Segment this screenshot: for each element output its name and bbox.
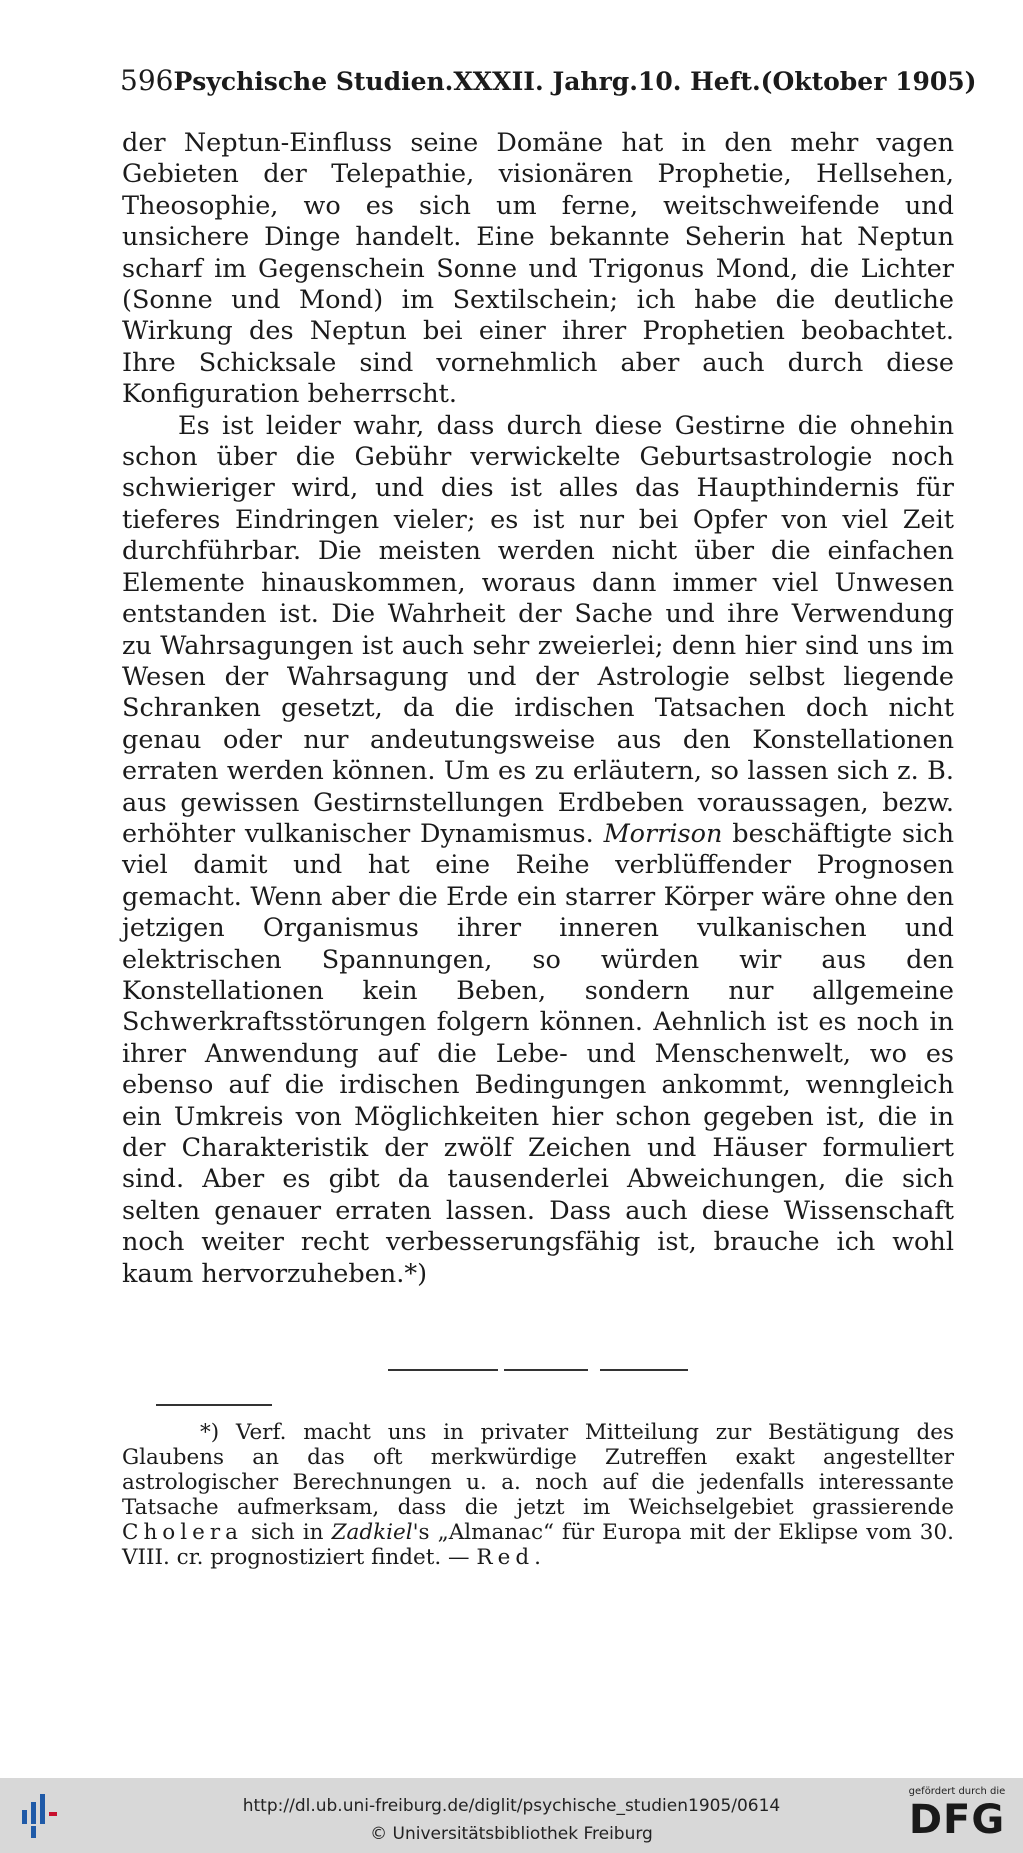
footnote-divider — [156, 1404, 272, 1406]
document-url[interactable]: http://dl.ub.uni-freiburg.de/diglit/psychische_studien1905/0614 — [242, 1796, 781, 1816]
issue-date: (Oktober 1905) — [760, 67, 977, 96]
footnote-part-c: 's „Almanac“ für Europa mit der Eklipse vom 30. VIII. cr. prognostiziert findet. — — [122, 1520, 954, 1570]
footnote-cholera: Cholera — [122, 1520, 243, 1545]
issue-number: 10. Heft. — [637, 67, 761, 96]
footnote — [122, 1420, 954, 1570]
footnote-editor-mark: Red. — [476, 1545, 546, 1570]
running-header — [120, 64, 977, 104]
paragraph-1: der Neptun-Einfluss seine Domäne hat in den mehr vagen Gebieten der Telepathie, visionären Prophetie, Hellsehen, Theosophie, wo es sich um ferne, weitschweifende und unsichere Dinge handelt. Eine bekannte Seherin hat Neptun scharf im Gegenschein Sonne und Trigonus Mond, die Lichter (Sonne und Mond) im Sextilschein; ich habe die deutliche Wirkung des Neptun bei einer ihrer Prophetien beobachtet. Ihre Schicksale sind vornehmlich aber auch durch diese Konfiguration beherrscht. — [122, 128, 954, 410]
copyright-notice: © Universitätsbibliothek Freiburg — [370, 1824, 653, 1844]
footnote-part-b: sich in — [250, 1520, 324, 1545]
section-divider — [388, 1369, 688, 1371]
person-name-morrison: Morrison — [603, 818, 723, 849]
paragraph-2-part-b: beschäftigte sich viel damit und hat eine Reihe verblüffender Prognosen gemacht. Wenn aber die Erde ein starrer Körper wäre ohne den jetzigen Organismus ihrer inneren vulkanischen und elektrischen Spannungen, so würden wir aus den Konstellationen kein Beben, sondern nur allgemeine Schwerkraftsstörungen folgern können. Aehnlich ist es noch in ihrer Anwendung auf die Lebe- und Menschenwelt, wo es ebenso auf die irdischen Bedingungen ankommt, wenngleich ein Umkreis von Möglichkeiten hier schon gegeben ist, die in der Charakteristik der zwölf Zeichen und Häuser formuliert sind. Aber es gibt da tausenderlei Abweichungen, die sich selten genauer erraten lassen. Dass auch diese Wissenschaft noch weiter recht verbesserungsfähig ist, brauche ich wohl kaum hervorzuheben.*) — [122, 818, 954, 1289]
footnote-zadkiel: Zadkiel — [331, 1520, 413, 1545]
funded-by-label: gefördert durch die — [908, 1786, 1006, 1797]
page-number: 596 — [120, 64, 174, 97]
dfg-logo — [905, 1786, 1009, 1848]
dfg-wordmark: DFG — [908, 1797, 1006, 1843]
footnote-part-a: *) Verf. macht uns in privater Mitteilung zur Bestätigung des Glaubens an das oft merkwürdige Zutreffen exakt angestellter astrologischer Berechnungen u. a. noch auf die jedenfalls interessante Tatsache aufmerksam, dass die jetzt im Weichselgebiet grassierende — [122, 1420, 954, 1520]
article-body — [122, 128, 954, 1290]
footnote-text — [122, 1420, 954, 1570]
paragraph-2 — [122, 411, 954, 1290]
journal-title: Psychische Studien. — [173, 67, 454, 96]
paragraph-2-part-a: Es ist leider wahr, dass durch diese Gestirne die ohnehin schon über die Gebühr verwickelte Geburtsastrologie noch schwieriger wird, und dies ist alles das Haupthindernis für tieferes Eindringen vieler; es ist nur bei Opfer von viel Zeit durchführbar. Die meisten werden nicht über die einfachen Elemente hinauskommen, woraus dann immer viel Unwesen entstanden ist. Die Wahrheit der Sache und ihre Verwendung zu Wahrsagungen ist auch sehr zweierlei; denn hier sind uns im Wesen der Wahrsagung und der Astrologie selbst liegende Schranken gesetzt, da die irdischen Tatsachen doch nicht genau oder nur andeutungsweise aus den Konstellationen erraten werden können. Um es zu erläutern, so lassen sich z. B. aus gewissen Gestirnstellungen Erdbeben voraussagen, bezw. erhöhter vulkanischer Dynamismus. — [122, 410, 954, 849]
viewer-footer — [0, 1778, 1023, 1853]
volume-year: XXXII. Jahrg. — [453, 67, 638, 96]
